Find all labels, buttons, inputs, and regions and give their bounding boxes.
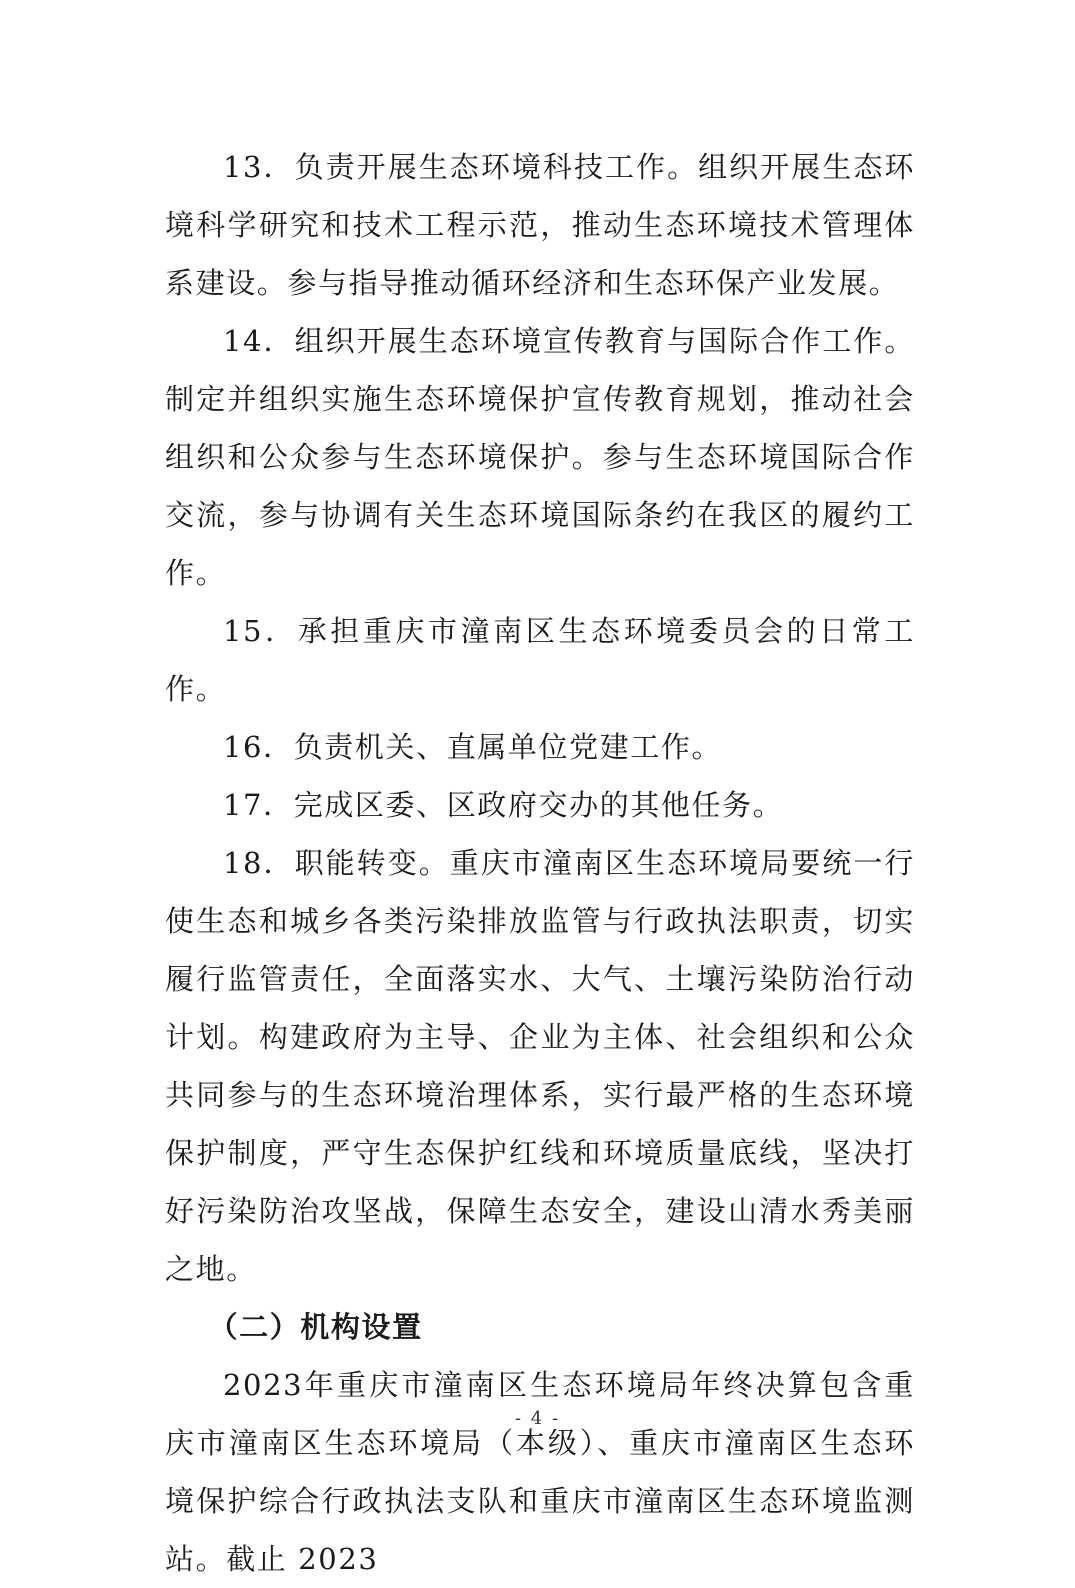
paragraph-item-13: 13．负责开展生态环境科技工作。组织开展生态环境科学研究和技术工程示范，推动生态环境技术管理体系建设。参与指导推动循环经济和生态环保产业发展。 bbox=[165, 150, 915, 300]
paragraph-item-17: 17．完成区委、区政府交办的其他任务。 bbox=[223, 788, 784, 822]
paragraph-item-14: 14．组织开展生态环境宣传教育与国际合作工作。制定并组织实施生态环境保护宣传教育规划，推动社会组织和公众参与生态环境保护。参与生态环境国际合作交流，参与协调有关生态环境国际条约在我区的履约工作。 bbox=[165, 324, 915, 590]
document-body bbox=[165, 138, 915, 1588]
paragraph-item-16: 16．负责机关、直属单位党建工作。 bbox=[223, 730, 723, 764]
paragraph-item-18: 18．职能转变。重庆市潼南区生态环境局要统一行使生态和城乡各类污染排放监管与行政执法职责，切实履行监管责任，全面落实水、大气、土壤污染防治行动计划。构建政府为主导、企业为主体、社会组织和公众共同参与的生态环境治理体系，实行最严格的生态环境保护制度，严守生态保护红线和环境质量底线，坚决打好污染防治攻坚战，保障生态安全，建设山清水秀美丽之地。 bbox=[165, 846, 915, 1286]
section-heading: （二）机构设置 bbox=[208, 1310, 423, 1344]
page-number: - 4 - bbox=[514, 1408, 561, 1429]
paragraph-item-15: 15．承担重庆市潼南区生态环境委员会的日常工作。 bbox=[165, 614, 915, 706]
section-paragraph: 2023年重庆市潼南区生态环境局年终决算包含重庆市潼南区生态环境局（本级）、重庆市潼南区生态环境保护综合行政执法支队和重庆市潼南区生态环境监测站。截止 2023 bbox=[165, 1368, 915, 1576]
